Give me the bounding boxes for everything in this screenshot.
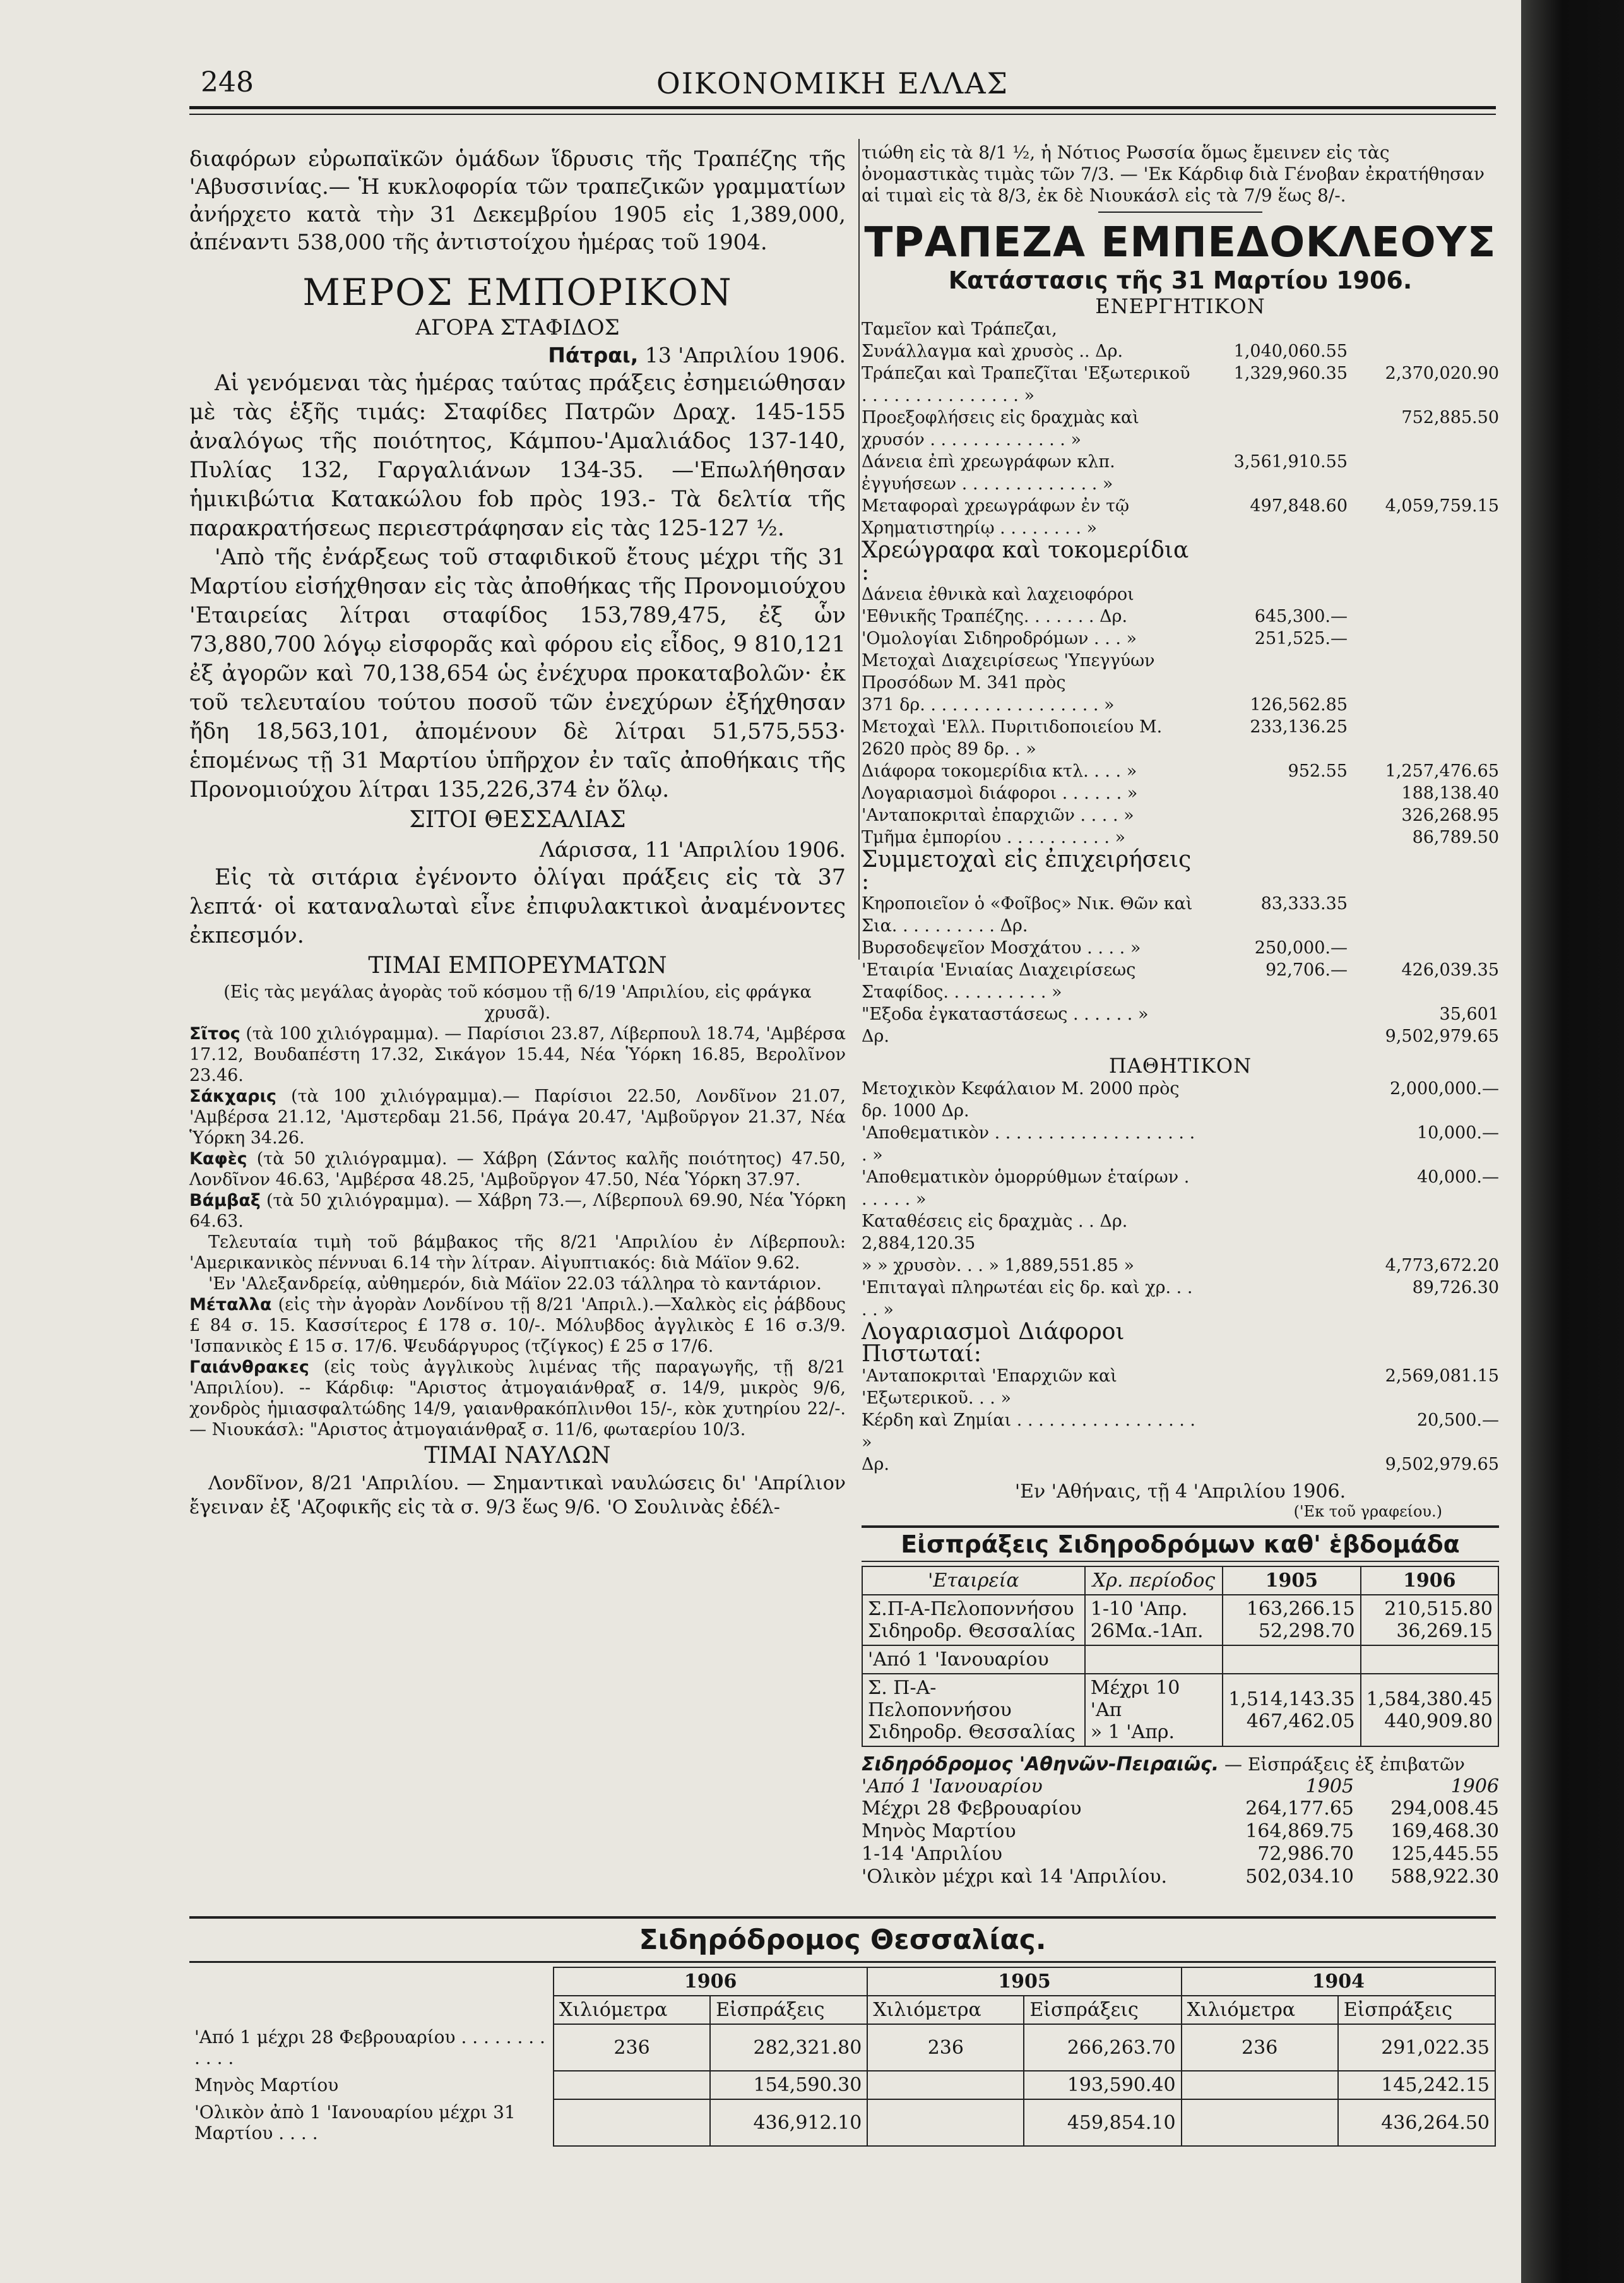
col-company: 'Εταιρεία (862, 1566, 1085, 1595)
table-cell: Σ. Π-Α-Πελοποννήσου Σιδηροδρ. Θεσσαλίας (862, 1674, 1085, 1746)
ledger-total (1348, 451, 1499, 495)
ledger-row (862, 1025, 1499, 1047)
ledger-amount (1196, 1453, 1348, 1475)
revenue-cell: 436,912.10 (710, 2099, 867, 2146)
ledger-amount (1196, 1409, 1348, 1453)
row-label: 'Ολικὸν ἀπὸ 1 'Ιανουαρίου μέχρι 31 Μαρτίου . . . . (194, 2102, 516, 2143)
ledger-total (1348, 1321, 1499, 1365)
ledger-amount (1196, 407, 1348, 451)
table-row (189, 2071, 1495, 2099)
table-cell: 1,514,143.35 467,462.05 (1223, 1674, 1360, 1746)
ledger-label: Μετοχαὶ 'Ελλ. Πυριτιδοποιείου Μ. 2620 πρὸς 89 δρ. . » (862, 717, 1163, 759)
athens-piraeus-title-tail: — Εἰσπράξεις ἐξ ἐπιβατῶν (1224, 1754, 1465, 1775)
ledger-total: 86,789.50 (1412, 828, 1499, 847)
page-number: 248 (201, 66, 254, 98)
ledger-row (862, 539, 1499, 583)
ledger-amount (1196, 1321, 1348, 1365)
price-item-key: Βάμβαξ (189, 1191, 261, 1210)
price-item-value: (τὰ 100 χιλιόγραμμα).— Παρίσιοι 22.50, Λονδῖνον 21.07, 'Αμβέρσα 21.12, 'Αμστερδαμ 21.56, Πράγα 20.47, 'Αμβοῦργον 21.37, Νέα Ὑόρκη 34.26. (189, 1087, 846, 1148)
dateline-larisa: Λάρισσα, 11 'Απριλίου 1906. (540, 837, 846, 862)
athens-1906: 588,922.30 (1390, 1866, 1499, 1888)
athens-piraeus-header (862, 1753, 1499, 1775)
table-cell: 210,515.80 36,269.15 (1361, 1595, 1498, 1645)
ledger-amount: 250,000.— (1254, 938, 1348, 958)
ledger-row (862, 340, 1499, 362)
ledger-total: 10,000.— (1416, 1123, 1499, 1143)
price-item-sugar (189, 1086, 846, 1148)
ledger-row (862, 1409, 1499, 1453)
ledger-amount (1196, 826, 1348, 849)
ledger-total: 9,502,979.65 (1385, 1455, 1499, 1474)
col-km: Χιλιόμετρα (1182, 1996, 1338, 2024)
price-item-value: (τὰ 100 χιλιόγραμμα). — Παρίσιοι 23.87, Λίβερπουλ 18.74, 'Αμβέρσα 17.12, Βουδαπέστη 17.32, Σικάγον 15.44, Νέα Ὑόρκη 16.85, Βερολῖνον 23.46. (189, 1024, 846, 1085)
year-1906: 1906 (554, 1967, 867, 1996)
staphis-paragraph-2: 'Απὸ τῆς ἐνάρξεως τοῦ σταφιδικοῦ ἔτους μέχρι τῆς 31 Μαρτίου εἰσήχθησαν εἰς τὰς ἀποθήκας τῆς Προνομιούχου 'Εταιρείας λίτραι σταφίδος 153,789,475, ἐξ ὧν 73,880,700 λόγῳ εἰσφορᾶς καὶ φόρου εἰς εἶδος, 9 810,121 ἐξ ἀγορῶν καὶ 70,138,654 ὡς ἐνέχυρα προκαταβολῶν· ἐκ τοῦ τελευταίου τούτου ποσοῦ τῶν ἐνεχύρων ἐξήχθησαν ἤδη 18,563,101, ἀπομένουν δὲ λίτραι 51,575,553· ἑπομένως τῇ 31 Μαρτίου ὑπῆρχον ἐν ταῖς ἀποθήκαις τῆς Προνομιούχου λίτραι 135,226,374 ἐν ὅλῳ. (189, 545, 846, 802)
athens-label: Μηνὸς Μαρτίου (862, 1820, 1016, 1842)
revenue-cell: 282,321.80 (710, 2024, 867, 2071)
dateline-patras (189, 342, 846, 369)
assets-list (862, 318, 1499, 1047)
ledger-label: Τράπεζαι καὶ Τραπεζῖται 'Εξωτερικοῦ . . . . . . . . . . . . . . . » (862, 364, 1190, 405)
assets-title: ΕΝΕΡΓΗΤΙΚΟΝ (1095, 294, 1265, 318)
col-km: Χιλιόμετρα (554, 1996, 710, 2024)
ledger-row (862, 1003, 1499, 1025)
metals-key: Μέταλλα (189, 1295, 272, 1314)
ledger-amount (1196, 539, 1348, 583)
table-cell: 1,584,380.45 440,909.80 (1361, 1674, 1498, 1746)
table-row (189, 2024, 1495, 2071)
ledger-amount: 497,848.60 (1250, 496, 1348, 516)
ledger-row (862, 407, 1499, 451)
ledger-amount (1196, 318, 1348, 340)
coal-key: Γαιάνθρακες (189, 1357, 309, 1377)
ledger-row (862, 1453, 1499, 1475)
km-cell (554, 2071, 710, 2099)
metals-paragraph (189, 1294, 846, 1357)
ledger-row (862, 650, 1499, 694)
ledger-amount: 233,136.25 (1250, 717, 1348, 737)
alexandria-paragraph: 'Εν 'Αλεξανδρείᾳ, αὐθημερόν, διὰ Μάϊον 22.03 τάλληρα τὸ καντάριον. (208, 1274, 822, 1294)
col-km: Χιλιόμετρα (867, 1996, 1024, 2024)
ledger-row (862, 451, 1499, 495)
ledger-amount (1196, 650, 1348, 694)
part-title: ΜΕΡΟΣ ΕΜΠΟΡΙΚΟΝ (302, 271, 733, 314)
bank-subtitle: Κατάστασις τῆς 31 Μαρτίου 1906. (948, 266, 1413, 294)
ledger-label: 'Επιταγαὶ πληρωτέαι εἰς δρ. καὶ χρ. . . . . » (862, 1278, 1193, 1320)
ledger-row (862, 1078, 1499, 1122)
ledger-amount (1196, 804, 1348, 826)
header-rule (189, 106, 1496, 109)
year-1906: 1906 (1450, 1775, 1499, 1797)
ledger-row (862, 1122, 1499, 1166)
km-cell (867, 2099, 1024, 2146)
freight-paragraph: Λονδῖνον, 8/21 'Απριλίου. — Σημαντικαὶ ναυλώσεις δι' 'Απρίλιον ἔγειναν ἐξ 'Αζοφικῆς εἰς τὰ σ. 9/3 ἕως 9/6. 'Ο Σουλινὰς ἐδέλ- (189, 1472, 846, 1518)
table-cell: 163,266.15 52,298.70 (1223, 1595, 1360, 1645)
ledger-total: 2,000,000.— (1390, 1079, 1499, 1099)
ledger-row (862, 495, 1499, 539)
km-cell (554, 2099, 710, 2146)
ledger-total (1348, 340, 1499, 362)
table-row (189, 2099, 1495, 2146)
col-1906: 1906 (1361, 1566, 1498, 1595)
ledger-label: 371 δρ. . . . . . . . . . . . . . . . . » (862, 695, 1115, 715)
section-title-freight: ΤΙΜΑΙ ΝΑΥΛΩΝ (424, 1443, 611, 1469)
ledger-amount (1196, 1122, 1348, 1166)
ledger-total: 188,138.40 (1401, 784, 1499, 803)
coal-value: (εἰς τοὺς ἀγγλικοὺς λιμένας τῆς παραγωγῆς, τῇ 8/21 'Απριλίου). -- Κάρδιφ: "Αριστος ἀτμογαιάνθραξ σ. 14/9, μικρὸς 9/6, χονδρὸς ἡμιασφαλτώδης 14/9, γαιανθρακόπλινθοι 15/-, κὸκ χυτηρίου 22/-. — Νιουκάσλ: "Αριστος ἀτμογαιάνθραξ σ. 11/6, φωταερίου 10/3. (189, 1357, 846, 1440)
ledger-amount (1196, 849, 1348, 893)
year-1905: 1905 (867, 1967, 1181, 1996)
thessaly-table (189, 1967, 1496, 2147)
liabilities-list (862, 1078, 1499, 1475)
ledger-amount: 952.55 (1288, 761, 1348, 781)
ledger-row (862, 1210, 1499, 1255)
year-1904: 1904 (1182, 1967, 1495, 1996)
table-cell: 'Από 1 'Ιανουαρίου (862, 1645, 1085, 1674)
table-row (862, 1595, 1498, 1645)
ledger-amount: 92,706.— (1265, 960, 1348, 980)
ledger-amount (1196, 1025, 1348, 1047)
price-item-value: (τὰ 50 χιλιόγραμμα). — Χάβρη 73.—, Λίβερπουλ 69.90, Νέα Ὑόρκη 64.63. (189, 1191, 846, 1231)
thessaly-section (189, 1916, 1496, 2147)
ledger-row (862, 1255, 1499, 1277)
athens-years-row (862, 1775, 1499, 1797)
athens-1906: 169,468.30 (1390, 1820, 1499, 1842)
athens-1905: 72,986.70 (1257, 1843, 1354, 1865)
athens-1906: 294,008.45 (1390, 1797, 1499, 1820)
ledger-row (862, 826, 1499, 849)
ledger-label: Ταμεῖον καὶ Τράπεζαι, (862, 319, 1057, 339)
prices-note: (Εἰς τὰς μεγάλας ἀγορὰς τοῦ κόσμου τῇ 6/19 'Απριλίου, εἰς φράγκα χρυσᾶ). (223, 982, 812, 1023)
list-item (862, 1843, 1499, 1866)
table-cell (1361, 1645, 1498, 1674)
table-cell: Σ.Π-Α-Πελοποννήσου Σιδηροδρ. Θεσσαλίας (862, 1595, 1085, 1645)
ledger-amount: 645,300.— (1254, 607, 1348, 626)
section-title-staphis: ΑΓΟΡΑ ΣΤΑΦΙΔΟΣ (415, 315, 620, 340)
divider (1098, 212, 1262, 213)
athens-1905: 164,869.75 (1245, 1820, 1354, 1842)
revenue-cell: 436,264.50 (1338, 2099, 1495, 2146)
price-item-key: Καφὲς (189, 1149, 247, 1169)
ledger-row (862, 760, 1499, 782)
bank-title: ΤΡΑΠΕΖΑ ΕΜΠΕΔΟΚΛΕΟΥΣ (864, 218, 1497, 266)
ledger-label: Χρεώγραφα καὶ τοκομερίδια : (862, 537, 1189, 585)
row-label: 'Από 1 μέχρι 28 Φεβρουαρίου . . . . . . . . . . . . (194, 2027, 545, 2068)
km-cell: 236 (554, 2024, 710, 2071)
km-cell: 236 (867, 2024, 1024, 2071)
ledger-label: Λογαριασμοὶ διάφοροι . . . . . . » (862, 784, 1138, 803)
ledger-amount (1196, 1277, 1348, 1321)
ledger-row (862, 893, 1499, 937)
km-cell (1182, 2071, 1338, 2099)
ledger-row (862, 1277, 1499, 1321)
price-item-coffee (189, 1148, 846, 1190)
ledger-total: 426,039.35 (1401, 960, 1499, 980)
list-item (862, 1866, 1499, 1888)
ledger-label: 'Εθνικῆς Τραπέζης. . . . . . . Δρ. (862, 607, 1128, 626)
price-item-key: Σάκχαρις (189, 1087, 276, 1106)
ledger-total (1348, 605, 1499, 628)
ledger-amount (1196, 1078, 1348, 1122)
athens-piraeus-title: Σιδηρόδρομος 'Αθηνῶν-Πειραιῶς. (862, 1753, 1219, 1775)
ledger-amount: 1,040,060.55 (1233, 342, 1348, 361)
ledger-label: Συμμετοχαὶ εἰς ἐπιχειρήσεις : (862, 847, 1192, 895)
ledger-label: 'Ανταποκριταὶ 'Επαρχιῶν καὶ 'Εξωτερικοῦ. . . » (862, 1366, 1117, 1408)
sitoi-paragraph: Εἰς τὰ σιτάρια ἐγένοντο ὀλίγαι πράξεις εἰς τὰ 37 λεπτά· οἱ καταναλωταὶ εἶνε ἐπιφυλακτικοὶ ἀναμένοντες ἐκπεσμόν. (189, 865, 846, 948)
table-cell: 1-10 'Απρ. 26Μα.-1Απ. (1085, 1595, 1223, 1645)
ledger-label: Διάφορα τοκομερίδια κτλ. . . . » (862, 761, 1137, 781)
ledger-amount (1196, 782, 1348, 804)
thessaly-title: Σιδηρόδρομος Θεσσαλίας. (189, 1919, 1496, 1963)
list-item (862, 1820, 1499, 1843)
ledger-label: 'Αποθεματικὸν . . . . . . . . . . . . . . . . . . . . » (862, 1123, 1195, 1165)
cotton-paragraph: Τελευταία τιμὴ τοῦ βάμβακος τῆς 8/21 'Απριλίου ἐν Λίβερπουλ: 'Αμερικανικὸς πέννυαι 6.14 τὴν λίτραν. Αἰγυπτιακός: διὰ Μάϊον 9.62. (189, 1232, 846, 1273)
ledger-label: 'Αποθεματικὸν ὁμορρύθμων ἑταίρων . . . . . . » (862, 1167, 1190, 1209)
revenue-cell: 193,590.40 (1024, 2071, 1181, 2099)
ledger-label: Μετοχαὶ Διαχειρίσεως 'Υπεγγύων Προσόδων Μ. 341 πρὸς (862, 651, 1155, 693)
km-cell (867, 2071, 1024, 2099)
ledger-total: 2,370,020.90 (1385, 364, 1499, 383)
ledger-total (1348, 539, 1499, 583)
intro-paragraph: διαφόρων εὐρωπαϊκῶν ὁμάδων ἵδρυσις τῆς Τραπέζης τῆς 'Αβυσσινίας.— Ἡ κυκλοφορία τῶν τραπεζικῶν γραμματίων ἀνήρχετο κατὰ τὴν 31 Δεκεμβρίου 1905 εἰς 1,389,000, ἀπέναντι 538,000 τῆς ἀντιστοίχου ἡμέρας τοῦ 1904. (189, 146, 846, 255)
ledger-total: 752,885.50 (1401, 408, 1499, 427)
ledger-label: 'Ομολογίαι Σιδηροδρόμων . . . » (862, 629, 1137, 648)
staphis-paragraph-1: Αἱ γενόμεναι τὰς ἡμέρας ταύτας πράξεις ἐσημειώθησαν μὲ τὰς ἑξῆς τιμάς: Σταφίδες Πατρῶν Δραχ. 145-155 ἀναλόγως τῆς ποιότητος, Κάμπου-'Αμαλιάδος 137-140, Πυλίας 132, Γαργαλιάνων 134-35. —'Επωλήθησαν ἡμικιβώτια Κατακώλου fob πρὸς 193.- Τὰ δελτία τῆς παρακρατήσεως περιεστράφησαν εἰς τὰς 125-127 ½. (189, 371, 846, 541)
liabilities-title: ΠΑΘΗΤΙΚΟΝ (1108, 1054, 1252, 1078)
ledger-row (862, 804, 1499, 826)
ledger-label: Μεταφοραὶ χρεωγράφων ἐν τῷ Χρηματιστηρίῳ . . . . . . . . » (862, 496, 1130, 538)
table-cell (1085, 1645, 1223, 1674)
section-title-prices: ΤΙΜΑΙ ΕΜΠΟΡΕΥΜΑΤΩΝ (368, 953, 667, 979)
ledger-total: 4,059,759.15 (1385, 496, 1499, 516)
ledger-amount (1196, 1166, 1348, 1210)
bank-place-date: 'Εν 'Αθήναις, τῇ 4 'Απριλίου 1906. (1014, 1481, 1346, 1503)
ledger-amount: 83,333.35 (1260, 894, 1348, 914)
ledger-amount: 126,562.85 (1250, 695, 1348, 715)
right-column (862, 142, 1499, 1888)
ledger-total (1348, 1210, 1499, 1255)
ledger-total (1348, 318, 1499, 340)
price-item-wheat (189, 1023, 846, 1086)
ledger-label: Δρ. (862, 1027, 889, 1046)
revenue-cell: 291,022.35 (1338, 2024, 1495, 2071)
col-period: Χρ. περίοδος (1085, 1566, 1223, 1595)
price-item-cotton (189, 1190, 846, 1232)
ledger-label: Δρ. (862, 1455, 889, 1474)
journal-title: ΟΙΚΟΝΟΜΙΚΗ ΕΛΛΑΣ (656, 66, 1009, 100)
ledger-label: Συνάλλαγμα καὶ χρυσὸς .. Δρ. (862, 342, 1123, 361)
ledger-row (862, 628, 1499, 650)
ledger-label: Δάνεια ἐπὶ χρεωγράφων κλπ. ἐγγυήσεων . . . . . . . . . . . . . » (862, 452, 1115, 494)
ledger-amount (1196, 1365, 1348, 1409)
scan-edge (1521, 0, 1624, 2283)
left-column (189, 145, 846, 1520)
col-revenue: Εἰσπράξεις (710, 1996, 867, 2024)
table-cell (1223, 1645, 1360, 1674)
ledger-amount: 3,561,910.55 (1233, 452, 1348, 472)
ledger-label: 'Εταιρία 'Ενιαίας Διαχειρίσεως Σταφίδος. . . . . . . . . . » (862, 960, 1136, 1002)
ledger-total (1348, 694, 1499, 716)
ledger-row (862, 937, 1499, 959)
athens-label: 'Ολικὸν μέχρι καὶ 14 'Απριλίου. (862, 1866, 1168, 1888)
ledger-row (862, 782, 1499, 804)
header-rule-thin (189, 114, 1496, 115)
price-item-key: Σῖτος (189, 1024, 240, 1044)
ledger-label: "Εξοδα ἐγκαταστάσεως . . . . . . » (862, 1004, 1149, 1024)
col-revenue: Εἰσπράξεις (1024, 1996, 1181, 2024)
column-divider (858, 139, 860, 960)
ledger-row (862, 605, 1499, 628)
ledger-total (1348, 628, 1499, 650)
ledger-amount (1196, 583, 1348, 605)
bank-source: ('Εκ τοῦ γραφείου.) (1293, 1503, 1442, 1520)
dateline-date: 13 'Απριλίου 1906. (644, 343, 846, 367)
table-header-row (862, 1566, 1498, 1595)
ledger-row (862, 318, 1499, 340)
price-item-value: (τὰ 50 χιλιόγραμμα). — Χάβρη (Σάντος καλῆς ποιότητος) 47.50, Λονδῖνον 46.63, 'Αμβέρσα 48.25, 'Αμβοῦργον 47.50, Νέα Ὑόρκη 37.97. (189, 1149, 846, 1189)
ledger-label: Λογαριασμοὶ Διάφοροι Πιστωταί: (862, 1319, 1125, 1367)
year-1905: 1905 (1305, 1775, 1354, 1797)
revenue-cell: 266,263.70 (1024, 2024, 1181, 2071)
ledger-label: Κηροποιεῖον ὁ «Φοῖβος» Νικ. Θῶν καὶ Σια. . . . . . . . . . Δρ. (862, 894, 1193, 936)
revenue-cell: 154,590.30 (710, 2071, 867, 2099)
km-cell (1182, 2099, 1338, 2146)
ledger-label: 'Ανταποκριταὶ ἐπαρχιῶν . . . . » (862, 806, 1134, 825)
ledger-total: 35,601 (1439, 1004, 1499, 1024)
col-revenue: Εἰσπράξεις (1338, 1996, 1495, 2024)
list-item (862, 1797, 1499, 1820)
ledger-total (1348, 893, 1499, 937)
metals-value: (εἰς τὴν ἀγορὰν Λονδίνου τῇ 8/21 'Απριλ.).—Χαλκὸς εἰς ῥάβδους £ 84 σ. 15. Κασσίτερος £ 178 σ. 10/-. Μόλυβδος ἀγγλικὸς £ 16 σ.3/9. 'Ισπανικὸς £ 15 σ. 17/6. Ψευδάργυρος (τζίγκος) £ 25 σ 17/6. (189, 1295, 846, 1356)
revenue-cell: 459,854.10 (1024, 2099, 1181, 2146)
table-cell: Μέχρι 10 'Απ » 1 'Απρ. (1085, 1674, 1223, 1746)
ledger-row (862, 959, 1499, 1003)
revenue-cell: 145,242.15 (1338, 2071, 1495, 2099)
table-row (862, 1645, 1498, 1674)
ledger-label: Δάνεια ἐθνικὰ καὶ λαχειοφόροι (862, 585, 1134, 604)
athens-1906: 125,445.55 (1390, 1843, 1499, 1865)
ledger-total: 9,502,979.65 (1385, 1027, 1499, 1046)
km-cell: 236 (1182, 2024, 1338, 2071)
subheader-row (189, 1996, 1495, 2024)
weekly-receipts-table (862, 1566, 1499, 1747)
section-title-sitoi: ΣΙΤΟΙ ΘΕΣΣΑΛΙΑΣ (409, 807, 626, 833)
coal-paragraph (189, 1357, 846, 1440)
ledger-total (1348, 583, 1499, 605)
ledger-row (862, 583, 1499, 605)
col-1905: 1905 (1223, 1566, 1360, 1595)
ledger-label: Μετοχικὸν Κεφάλαιον Μ. 2000 πρὸς δρ. 1000 Δρ. (862, 1079, 1180, 1121)
weekly-receipts-title: Εἰσπράξεις Σιδηροδρόμων καθ' ἑβδομάδα (901, 1530, 1460, 1558)
ledger-total (1348, 650, 1499, 694)
athens-label: Μέχρι 28 Φεβρουαρίου (862, 1797, 1082, 1820)
ledger-total: 89,726.30 (1412, 1278, 1499, 1297)
row-label: Μηνὸς Μαρτίου (194, 2075, 339, 2095)
ledger-row (862, 1166, 1499, 1210)
ledger-amount: 1,329,960.35 (1233, 364, 1348, 383)
ledger-total (1348, 716, 1499, 760)
ledger-total: 40,000.— (1416, 1167, 1499, 1187)
freight-continuation: τιώθη εἰς τὰ 8/1 ½, ἡ Νότιος Ρωσσία ὅμως ἔμεινεν εἰς τὰς ὀνομαστικὰς τιμὰς τῶν 7/3. — 'Εκ Κάρδιφ διὰ Γένοβαν ἐκρατήθησαν αἱ τιμαὶ εἰς τὰ 8/3, ἐκ δὲ Νιουκάσλ εἰς τὰ 7/9 ἕως 8/-. (862, 142, 1485, 206)
ledger-row (862, 362, 1499, 407)
ledger-total (1348, 849, 1499, 893)
ledger-total: 326,268.95 (1401, 806, 1499, 825)
ledger-total: 2,569,081.15 (1385, 1366, 1499, 1386)
ledger-amount (1196, 1210, 1348, 1255)
years-row (189, 1967, 1495, 1996)
athens-label: 1-14 'Απριλίου (862, 1843, 1003, 1865)
table-row (862, 1674, 1498, 1746)
ledger-row (862, 716, 1499, 760)
ledger-total (1348, 937, 1499, 959)
ledger-total: 20,500.— (1416, 1410, 1499, 1430)
ledger-row (862, 849, 1499, 893)
ledger-total: 4,773,672.20 (1385, 1256, 1499, 1275)
athens-1905: 264,177.65 (1245, 1797, 1354, 1820)
ledger-label: Καταθέσεις εἰς δραχμὰς . . Δρ. 2,884,120.35 (862, 1212, 1128, 1253)
ledger-amount (1196, 1003, 1348, 1025)
ledger-label: Κέρδη καὶ Ζημίαι . . . . . . . . . . . . . . . . . » (862, 1410, 1196, 1452)
ledger-row (862, 1365, 1499, 1409)
athens-1905: 502,034.10 (1245, 1866, 1354, 1888)
dateline-place: Πάτραι, (548, 343, 639, 367)
ledger-row (862, 1321, 1499, 1365)
ledger-label: Βυρσοδεψεῖον Μοσχάτου . . . . » (862, 938, 1141, 958)
ledger-label: Προεξοφλήσεις εἰς δραχμὰς καὶ χρυσόν . . . . . . . . . . . . . » (862, 408, 1139, 450)
ledger-amount (1196, 1255, 1348, 1277)
athens-piraeus-list (862, 1797, 1499, 1888)
ledger-label: » » χρυσὸν. . . » 1,889,551.85 » (862, 1256, 1134, 1275)
ledger-label: Τμῆμα ἐμπορίου . . . . . . . . . . » (862, 828, 1126, 847)
ledger-total: 1,257,476.65 (1385, 761, 1499, 781)
ledger-amount: 251,525.— (1254, 629, 1348, 648)
ledger-row (862, 694, 1499, 716)
athens-from: 'Από 1 'Ιανουαρίου (862, 1775, 1043, 1797)
